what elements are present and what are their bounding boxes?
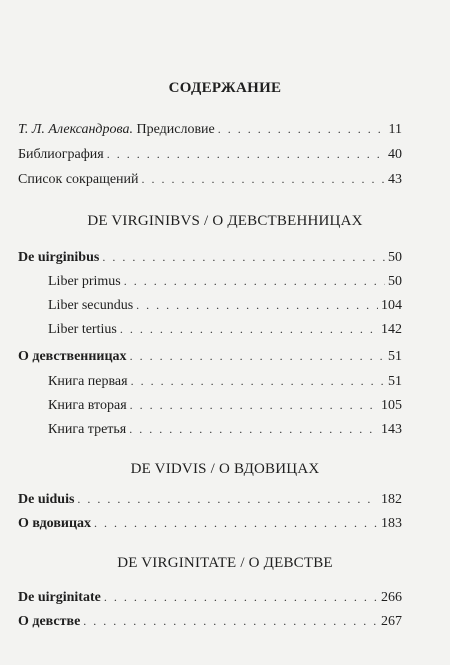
page-number: 51 [388, 374, 402, 389]
section-heading-viduis: DE VIDVIS / О ВДОВИЦАХ [130, 461, 320, 477]
entry-label: Библиография [18, 147, 104, 162]
toc-entry [18, 588, 402, 606]
page-title: СОДЕРЖАНИЕ [168, 80, 282, 96]
page-number: 143 [381, 422, 402, 437]
toc-entry [18, 514, 402, 532]
page-number: 267 [381, 614, 402, 629]
leader-dots [136, 296, 378, 314]
leader-dots [77, 490, 378, 508]
preface-author: Т. Л. Александрова. [18, 122, 133, 137]
entry-label: De uirginibus [18, 250, 100, 265]
leader-dots [129, 420, 378, 438]
toc-entry [18, 248, 402, 266]
entry-label: Liber secundus [48, 298, 134, 313]
leader-dots [218, 120, 386, 138]
leader-dots [102, 248, 385, 266]
entry-label: Книга первая [48, 374, 128, 389]
page-number: 43 [388, 172, 402, 187]
entry-label: О девственницах [18, 349, 127, 364]
page-number: 182 [381, 492, 402, 507]
leader-dots [130, 396, 378, 414]
page-number: 142 [381, 322, 402, 337]
leader-dots [94, 514, 378, 532]
page-number: 51 [388, 349, 402, 364]
toc-entry [18, 347, 402, 365]
section-heading-virginibus: DE VIRGINIBVS / О ДЕВСТВЕННИЦАХ [87, 213, 363, 229]
leader-dots [131, 372, 385, 390]
entry-label: De uiduis [18, 492, 75, 507]
entry-label: Книга третья [48, 422, 127, 437]
preface-label: Предисловие [132, 122, 215, 137]
page-number: 50 [388, 274, 402, 289]
page-number: 11 [388, 122, 402, 137]
page-number: 183 [381, 516, 402, 531]
toc-entry [18, 612, 402, 630]
leader-dots [120, 320, 378, 338]
toc-subentry [48, 396, 402, 414]
section-heading-virginitate: DE VIRGINITATE / О ДЕВСТВЕ [117, 555, 333, 571]
toc-entry-preface [18, 120, 402, 138]
entry-label: Список сокращений [18, 172, 139, 187]
toc-subentry [48, 372, 402, 390]
toc-entry [18, 490, 402, 508]
entry-label: О вдовицах [18, 516, 92, 531]
toc-subentry [48, 272, 402, 290]
toc-subentry [48, 320, 402, 338]
page-number: 105 [381, 398, 402, 413]
page-number: 104 [381, 298, 402, 313]
leader-dots [130, 347, 385, 365]
page-number: 50 [388, 250, 402, 265]
leader-dots [124, 272, 385, 290]
entry-label: Liber tertius [48, 322, 117, 337]
page-number: 266 [381, 590, 402, 605]
leader-dots [142, 170, 385, 188]
toc-entry-abbreviations [18, 170, 402, 188]
page-number: 40 [388, 147, 402, 162]
toc-subentry [48, 296, 402, 314]
toc-subentry [48, 420, 402, 438]
entry-label: De uirginitate [18, 590, 101, 605]
leader-dots [107, 145, 385, 163]
entry-label: Книга вторая [48, 398, 127, 413]
entry-label: О девстве [18, 614, 81, 629]
toc-entry-bibliography [18, 145, 402, 163]
leader-dots [104, 588, 378, 606]
entry-label: Liber primus [48, 274, 121, 289]
leader-dots [83, 612, 378, 630]
